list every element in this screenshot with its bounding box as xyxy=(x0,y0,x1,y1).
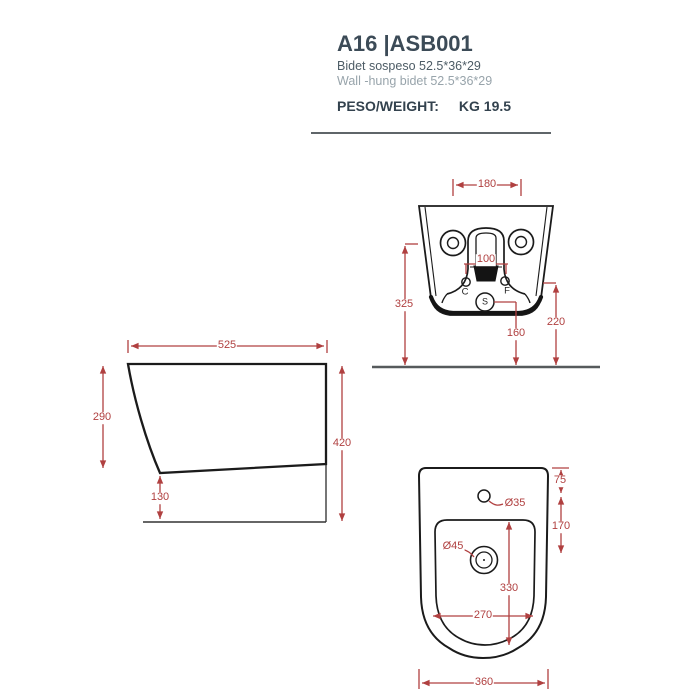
dim-label-325: 325 xyxy=(394,298,414,311)
dim-label-130: 130 xyxy=(150,491,170,504)
rear-view xyxy=(372,206,600,367)
hot-water-label: F xyxy=(504,285,510,297)
waste-outlet-label: S xyxy=(481,296,489,307)
dim-label-170: 170 xyxy=(551,520,571,533)
dim-label-290: 290 xyxy=(92,411,112,424)
dim-label-tap-diameter: Ø35 xyxy=(504,497,526,510)
dim-label-100: 100 xyxy=(476,253,496,266)
mounting-hole-right-inner xyxy=(516,237,527,248)
cold-water-label: C xyxy=(461,286,469,298)
drain-recess-slot xyxy=(474,266,498,281)
weight-value: KG 19.5 xyxy=(458,98,512,114)
dim-label-75: 75 xyxy=(553,474,567,487)
plan-view xyxy=(419,468,548,658)
tap-hole xyxy=(478,490,490,502)
tap-diameter-leader xyxy=(489,501,503,505)
dim-label-160: 160 xyxy=(506,327,526,340)
dim-label-330: 330 xyxy=(499,582,519,595)
subtitle-english: Wall -hung bidet 52.5*36*29 xyxy=(337,74,493,88)
plan-outline xyxy=(419,468,548,658)
dim-label-270: 270 xyxy=(473,609,493,622)
basin-outline xyxy=(435,520,535,645)
dim-label-420: 420 xyxy=(332,437,352,450)
side-dimension-lines xyxy=(103,340,342,521)
drain-center-dot xyxy=(483,559,485,561)
subtitle-italian: Bidet sospeso 52.5*36*29 xyxy=(337,59,481,73)
dim-label-180: 180 xyxy=(477,178,497,191)
product-code-title: A16 |ASB001 xyxy=(337,31,473,56)
mounting-hole-left xyxy=(441,231,466,256)
dim-label-drain-diameter: Ø45 xyxy=(442,540,464,553)
side-profile-outline xyxy=(128,364,326,473)
dim-label-220: 220 xyxy=(546,316,566,329)
dim-label-525: 525 xyxy=(217,339,237,352)
mounting-hole-right xyxy=(509,230,534,255)
rear-wall-inner-left xyxy=(425,207,436,296)
dim-label-360: 360 xyxy=(474,676,494,689)
mounting-hole-left-inner xyxy=(448,238,459,249)
weight-label: PESO/WEIGHT: xyxy=(337,98,439,114)
